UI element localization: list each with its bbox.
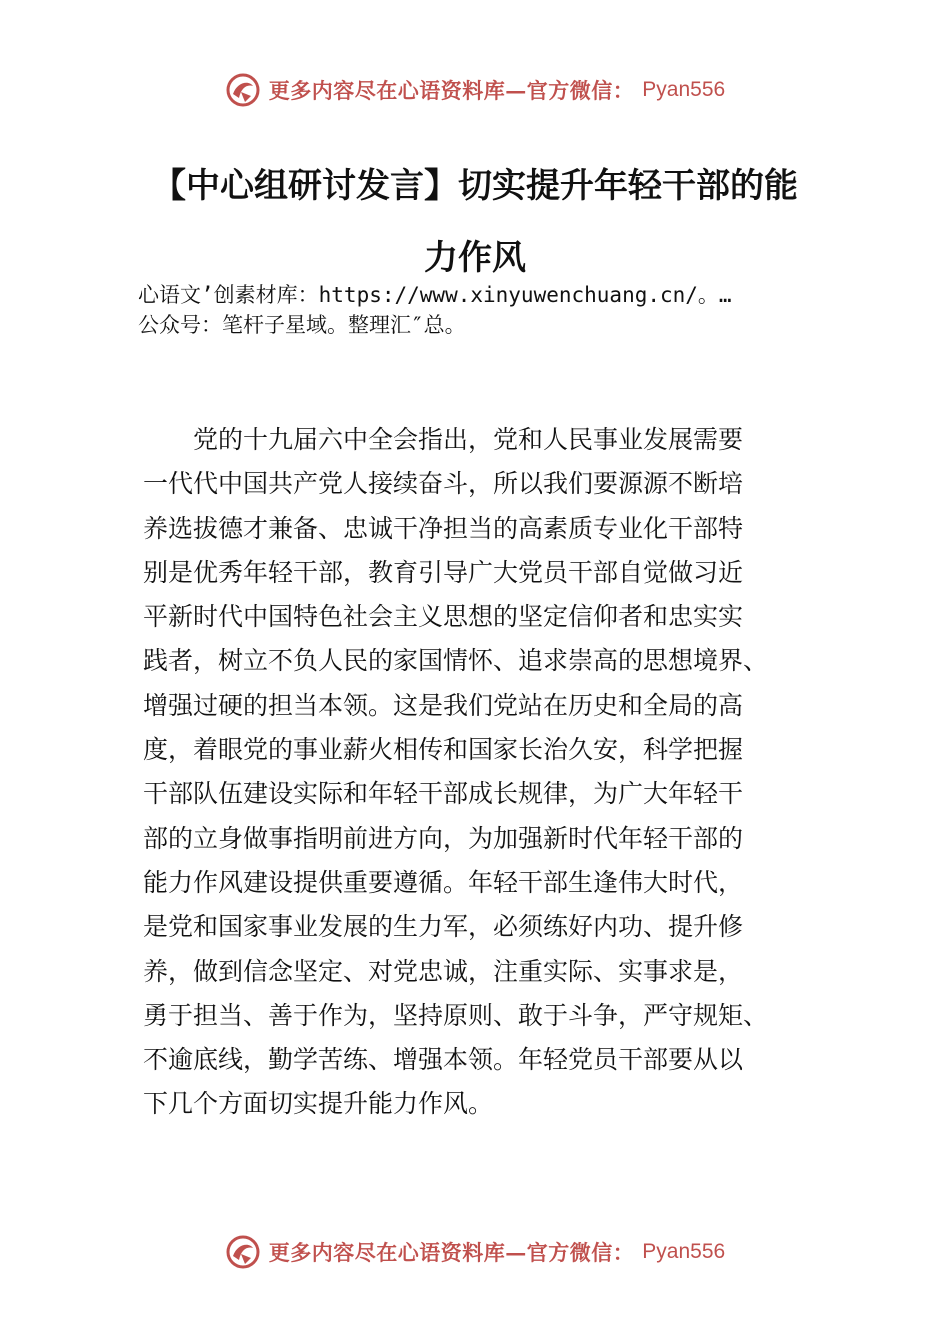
body-line: 勇于担当、善于作为，坚持原则、敢于斗争，严守规矩、 [143, 1000, 769, 1030]
body-line: 养选拔德才兼备、忠诚干净担当的高素质专业化干部特 [143, 513, 744, 543]
document-title-line-2: 力作风 [424, 238, 526, 278]
body-line: 是党和国家事业发展的生力军，必须练好内功、提升修 [143, 912, 744, 942]
banner-wechat-id: Pyan556 [642, 1240, 726, 1263]
body-line: 下几个方面切实提升能力作风。 [143, 1089, 494, 1119]
body-line: 一代代中国共产党人接续奋斗，所以我们要源源不断培 [143, 469, 744, 499]
document-title-line-1: 【中心组研讨发言】切实提升年轻干部的能 [152, 166, 798, 206]
brand-logo-icon [225, 72, 261, 108]
banner-text: 更多内容尽在心语资料库—官方微信： [268, 78, 635, 103]
body-line: 干部队伍建设实际和年轻干部成长规律，为广大年轻干 [143, 779, 744, 809]
body-line: 部的立身做事指明前进方向，为加强新时代年轻干部的 [143, 823, 744, 853]
body-line: 度，着眼党的事业薪火相传和国家长治久安，科学把握 [143, 735, 744, 765]
body-line: 党的十九届六中全会指出，党和人民事业发展需要 [143, 425, 744, 454]
body-paragraph [143, 418, 808, 1127]
source-line-1: 心语文’创素材库：https://www.xinyuwenchuang.cn/。… [138, 283, 732, 307]
banner-text: 更多内容尽在心语资料库—官方微信： [268, 1240, 635, 1265]
body-line: 别是优秀年轻干部，教育引导广大党员干部自觉做习近 [143, 557, 744, 587]
body-line: 践者，树立不负人民的家国情怀、追求崇高的思想境界、 [143, 646, 769, 676]
source-line-2: 公众号：笔杆子星域。整理汇″总。 [138, 313, 466, 337]
header-banner [0, 70, 950, 110]
body-line: 平新时代中国特色社会主义思想的坚定信仰者和忠实实 [143, 602, 744, 632]
brand-logo-icon [225, 1234, 261, 1270]
body-line: 不逾底线，勤学苦练、增强本领。年轻党员干部要从以 [143, 1045, 744, 1075]
body-line: 增强过硬的担当本领。这是我们党站在历史和全局的高 [143, 690, 744, 720]
banner-wechat-id: Pyan556 [642, 78, 726, 101]
body-line: 能力作风建设提供重要遵循。年轻干部生逢伟大时代， [143, 867, 744, 897]
body-line: 养，做到信念坚定、对党忠诚，注重实际、实事求是， [143, 956, 744, 986]
footer-banner [0, 1232, 950, 1272]
